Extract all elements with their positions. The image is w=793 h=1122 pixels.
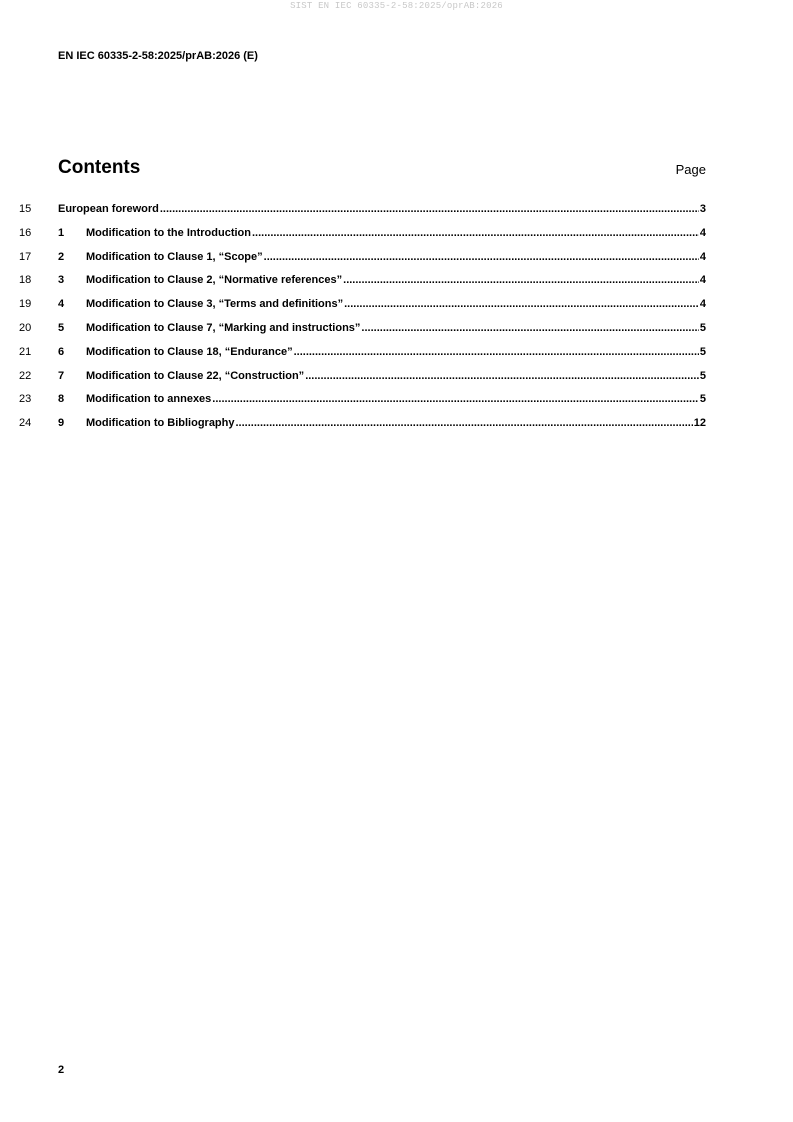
dot-leader: [252, 224, 699, 242]
toc-entry: [58, 390, 706, 408]
line-number: 19: [19, 298, 32, 311]
toc-page-number: 5: [699, 369, 706, 382]
toc-entry: [58, 367, 706, 385]
dot-leader: [294, 343, 699, 361]
line-number: 17: [19, 250, 32, 263]
line-number: 18: [19, 274, 32, 287]
line-number: 23: [19, 393, 32, 406]
toc-title: Modification to Bibliography: [86, 417, 235, 430]
toc-entry-3[interactable]: [0, 271, 793, 295]
toc-title: Modification to Clause 2, “Normative references”: [86, 274, 343, 287]
watermark: SIST EN IEC 60335-2-58:2025/oprAB:2026: [290, 1, 503, 11]
contents-heading: Contents: [58, 157, 141, 178]
toc-title: Modification to Clause 18, “Endurance”: [86, 345, 293, 358]
line-number: 21: [19, 345, 32, 358]
toc-title: Modification to Clause 7, “Marking and instructions”: [86, 321, 361, 334]
toc-title: European foreword: [58, 203, 159, 215]
toc-entry-2[interactable]: [0, 248, 793, 272]
line-number: 15: [19, 203, 32, 215]
dot-leader: [236, 414, 693, 432]
toc-title: Modification to Clause 1, “Scope”: [86, 250, 263, 263]
dot-leader: [361, 319, 698, 337]
page-column-label: Page: [675, 162, 706, 177]
line-number: 24: [19, 417, 32, 430]
toc-title: Modification to Clause 22, “Construction”: [86, 369, 305, 382]
toc-entry: [58, 414, 706, 432]
toc-entry: [58, 248, 706, 266]
toc-entry-9[interactable]: [0, 414, 793, 438]
dot-leader: [212, 390, 699, 408]
toc-clause-number: 5: [58, 321, 65, 334]
line-number: 22: [19, 369, 32, 382]
toc-page-number: 4: [699, 250, 706, 263]
toc-clause-number: 1: [58, 226, 65, 239]
dot-leader: [160, 200, 699, 218]
toc-entry-7[interactable]: [0, 367, 793, 391]
toc-title: Modification to the Introduction: [86, 226, 251, 239]
toc-page-number: 5: [699, 345, 706, 358]
toc-entry: [58, 271, 706, 289]
toc-clause-number: 2: [58, 250, 65, 263]
toc-entry: [58, 200, 706, 218]
toc-entry-5[interactable]: [0, 319, 793, 343]
dot-leader: [305, 367, 699, 385]
table-of-contents: [0, 200, 793, 438]
toc-entry: [58, 343, 706, 361]
toc-page-number: 5: [699, 393, 706, 406]
line-number: 16: [19, 226, 32, 239]
toc-entry-european-foreword[interactable]: [0, 200, 793, 224]
toc-entry-1[interactable]: [0, 224, 793, 248]
toc-page-number: 12: [693, 417, 706, 430]
toc-title: Modification to Clause 3, “Terms and definitions”: [86, 298, 344, 311]
toc-entry: [58, 319, 706, 337]
toc-clause-number: 9: [58, 417, 65, 430]
toc-page-number: 4: [699, 298, 706, 311]
dot-leader: [343, 271, 699, 289]
toc-entry: [58, 224, 706, 242]
dot-leader: [264, 248, 699, 266]
toc-clause-number: 4: [58, 298, 65, 311]
toc-page-number: 4: [699, 226, 706, 239]
toc-entry-8[interactable]: [0, 390, 793, 414]
toc-page-number: 4: [699, 274, 706, 287]
toc-clause-number: 3: [58, 274, 65, 287]
document-identifier: EN IEC 60335-2-58:2025/prAB:2026 (E): [58, 50, 258, 62]
toc-clause-number: 7: [58, 369, 65, 382]
toc-page-number: 3: [699, 203, 706, 215]
toc-page-number: 5: [699, 321, 706, 334]
toc-entry-6[interactable]: [0, 343, 793, 367]
dot-leader: [344, 295, 699, 313]
line-number: 20: [19, 321, 32, 334]
toc-entry: [58, 295, 706, 313]
page-number: 2: [58, 1064, 65, 1076]
toc-title: Modification to annexes: [86, 393, 212, 406]
toc-clause-number: 6: [58, 345, 65, 358]
toc-entry-4[interactable]: [0, 295, 793, 319]
toc-clause-number: 8: [58, 393, 65, 406]
